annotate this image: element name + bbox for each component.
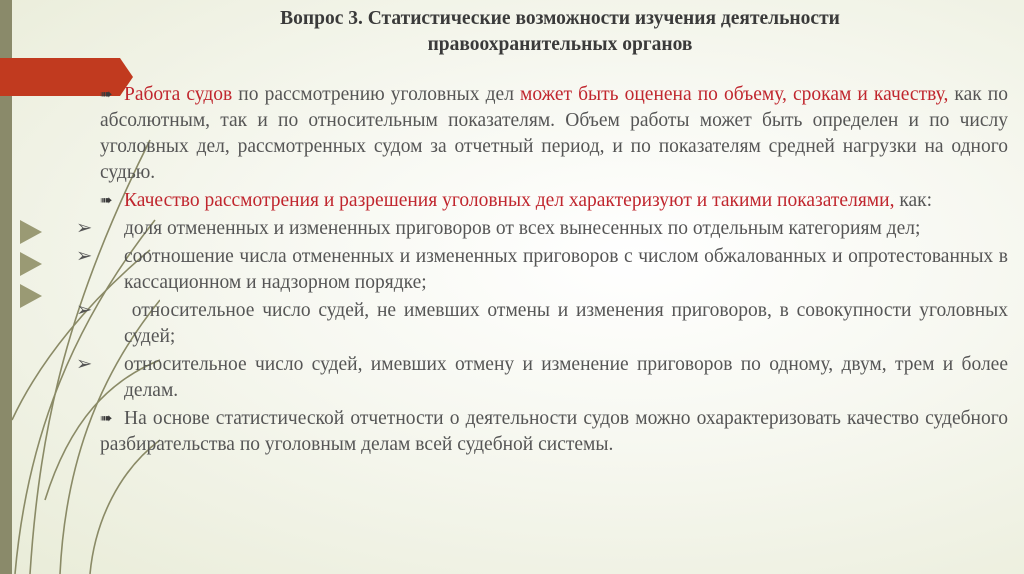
body-text: доля отмененных и измененных приговоров от всех вынесенных по отдельным категориям дел; bbox=[124, 218, 921, 239]
body-text: соотношение числа отмененных и измененных приговоров с числом обжалованных и опротестованных в кассационном и надзорном порядке; bbox=[124, 246, 1008, 293]
body-text: относительное число судей, не имевших отмены и изменения приговоров, в совокупности уголовных судей; bbox=[124, 300, 1008, 347]
sub-bullet-item bbox=[76, 352, 1008, 404]
bullet-item-court-work bbox=[100, 82, 1008, 186]
slide-title bbox=[180, 6, 940, 58]
body-text: как: bbox=[894, 190, 933, 211]
chevron-bullet-icon: ➢ bbox=[76, 218, 93, 239]
arrow-bullet-icon: ➠ bbox=[100, 411, 113, 427]
chevron-bullet-icon: ➢ bbox=[76, 300, 93, 321]
body-text: как по абсолютным, так и по относительным показателям. Объем работы может быть определен и по числу уголовных дел, рассмотренных судом за отчетный период, и по показателям средней нагрузки на одного судью. bbox=[100, 84, 1008, 183]
highlight-text: Работа судов bbox=[124, 84, 233, 105]
body-text: по рассмотрению уголовных дел bbox=[232, 84, 521, 105]
arrow-bullet-icon: ➠ bbox=[100, 87, 113, 103]
highlight-text: Качество рассмотрения и разрешения уголовных дел характеризуют и такими показателями, bbox=[124, 190, 895, 211]
sub-bullet-item bbox=[76, 244, 1008, 296]
highlight-text: может быть оценена по объему, срокам и качеству, bbox=[520, 84, 949, 105]
sub-bullet-item bbox=[76, 298, 1008, 350]
title-line-2: правоохранительных органов bbox=[427, 34, 693, 55]
chevron-bullet-icon: ➢ bbox=[76, 354, 93, 375]
body-text: относительное число судей, имевших отмену и изменение приговоров по одному, двум, трем и более делам. bbox=[124, 354, 1008, 401]
arrow-bullet-icon: ➠ bbox=[100, 193, 113, 209]
slide-content bbox=[76, 82, 1008, 458]
sub-bullet-item bbox=[76, 216, 1008, 242]
title-line-1: Вопрос 3. Статистические возможности изучения деятельности bbox=[280, 8, 840, 29]
bullet-item-conclusion bbox=[100, 406, 1008, 458]
body-text: На основе статистической отчетности о деятельности судов можно охарактеризовать качество судебного разбирательства по уголовным делам всей судебной системы. bbox=[100, 408, 1008, 455]
bullet-item-quality bbox=[100, 188, 1008, 214]
chevron-bullet-icon: ➢ bbox=[76, 246, 93, 267]
